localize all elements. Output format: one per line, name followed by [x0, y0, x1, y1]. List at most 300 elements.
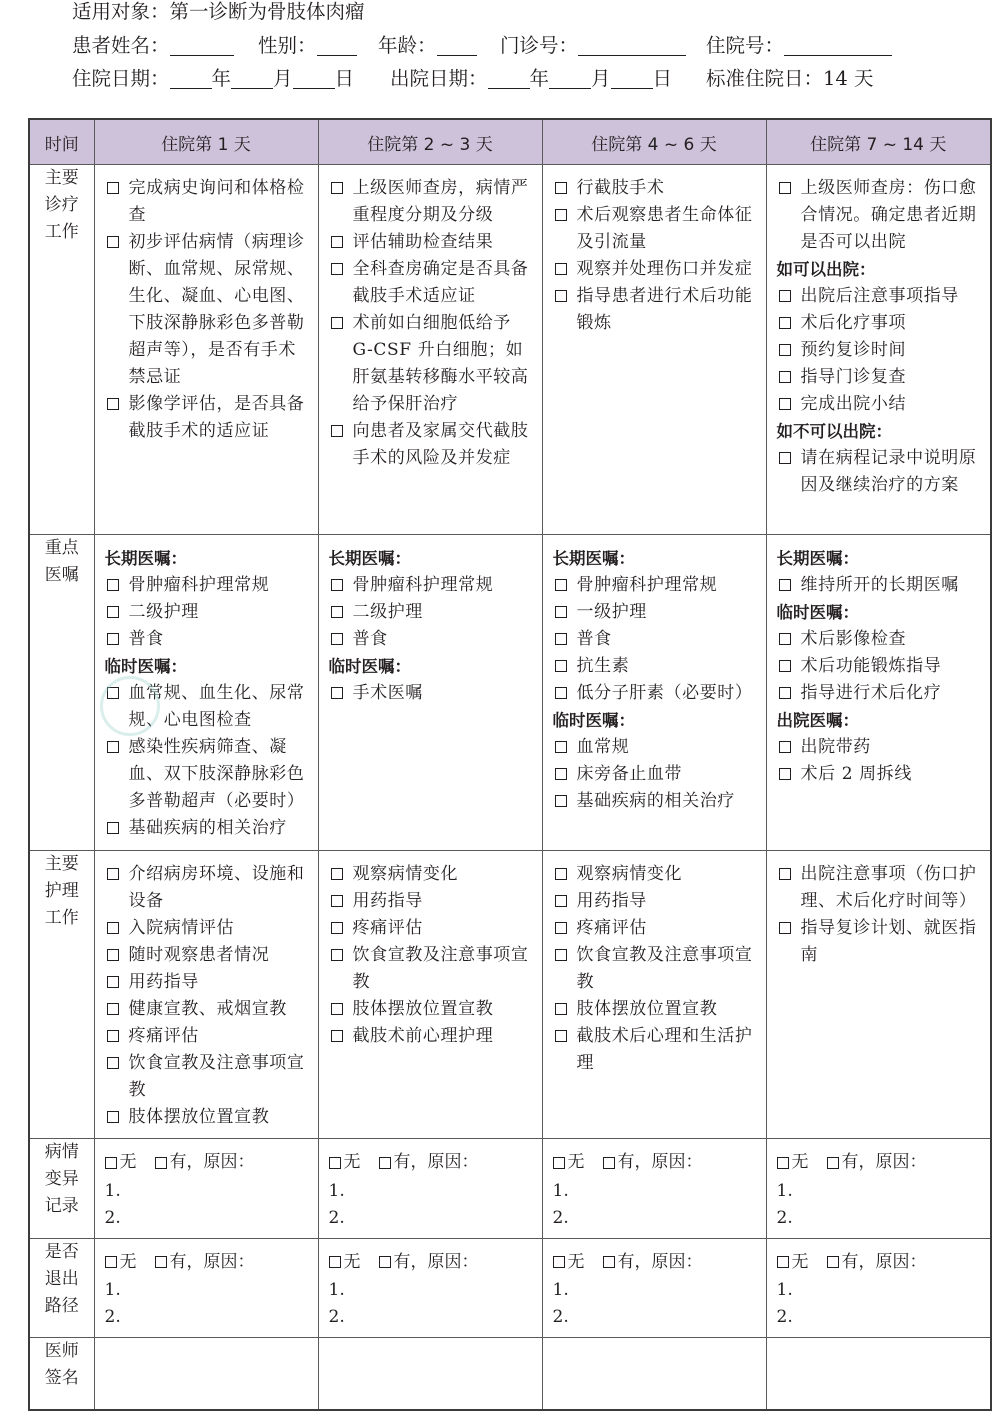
row-label-line: 变异 [44, 1169, 79, 1189]
checklist-item-label: 向患者及家属交代截肢手术的风险及并发症 [352, 421, 529, 468]
row-label-treatment [29, 165, 94, 535]
checkbox-icon[interactable] [555, 209, 567, 221]
checklist-item [777, 626, 983, 653]
signature-day2-3[interactable] [318, 1338, 542, 1410]
checkbox-icon[interactable] [329, 1157, 341, 1169]
checklist-item [777, 364, 983, 391]
row-label-variation [29, 1139, 94, 1239]
checklist-item [329, 861, 534, 888]
checklist-item-label: 疼痛评估 [576, 918, 647, 938]
checklist-item-label: 术后功能锻炼指导 [800, 656, 942, 676]
checkbox-icon[interactable] [779, 579, 791, 591]
cell-orders-day2-3 [318, 535, 542, 851]
checklist-item [553, 283, 758, 337]
reason-line[interactable]: 1. [552, 1280, 569, 1300]
checkbox-icon[interactable] [107, 822, 119, 834]
yes-option[interactable] [379, 1249, 479, 1276]
section-subheading: 长期医嘱： [328, 549, 411, 568]
checklist-item [777, 445, 983, 499]
checklist-item [329, 996, 534, 1023]
checklist-item [553, 680, 758, 707]
variation-options [329, 1249, 534, 1278]
checkbox-icon[interactable] [105, 1256, 117, 1268]
checklist-item-label: 一级护理 [576, 602, 647, 622]
checkbox-icon[interactable] [779, 317, 791, 329]
checklist-item [553, 888, 758, 915]
none-option[interactable] [553, 1149, 585, 1176]
checklist-item-label: 完成病史询问和体格检查 [128, 178, 305, 225]
checklist-item-label: 随时观察患者情况 [128, 945, 270, 965]
checkbox-icon[interactable] [555, 1003, 567, 1015]
section-subheading: 长期医嘱： [552, 549, 635, 568]
checkbox-icon[interactable] [555, 290, 567, 302]
checkbox-icon[interactable] [331, 182, 343, 194]
reason-line[interactable]: 1. [328, 1180, 345, 1201]
discharge-date-field[interactable]: 出院日期： 年 月 日 [390, 67, 673, 90]
cell-treatment-day1 [94, 165, 318, 535]
variation-options [105, 1149, 310, 1178]
checkbox-icon[interactable] [331, 922, 343, 934]
checklist-item [777, 680, 983, 707]
row-label-line: 路径 [44, 1295, 79, 1316]
checkbox-icon[interactable] [331, 1030, 343, 1042]
variation-options [329, 1149, 534, 1178]
checklist-item [777, 391, 983, 418]
checkbox-icon[interactable] [155, 1157, 167, 1169]
checkbox-icon[interactable] [777, 1157, 789, 1169]
checkbox-icon[interactable] [555, 579, 567, 591]
checklist-item [329, 888, 534, 915]
yes-option-label: 有，原因： [393, 1152, 479, 1172]
reason-line[interactable]: 2. [776, 1307, 793, 1327]
reason-line[interactable]: 2. [328, 1307, 345, 1327]
checklist-item [105, 915, 310, 942]
checklist-item [329, 599, 534, 626]
checkbox-icon[interactable] [555, 606, 567, 618]
checkbox-icon[interactable] [107, 687, 119, 699]
checklist-item [105, 572, 310, 599]
none-option-label: 无 [567, 1152, 585, 1172]
checkbox-icon[interactable] [107, 949, 119, 961]
row-label-line: 诊疗 [44, 195, 79, 215]
checklist-item-label: 出院带药 [800, 737, 871, 757]
checklist-item-label: 用药指导 [128, 972, 199, 992]
checkbox-icon[interactable] [107, 922, 119, 934]
checklist-item-label: 饮食宣教及注意事项宣教 [128, 1053, 305, 1100]
checkbox-icon[interactable] [779, 868, 791, 880]
yes-option-label: 有，原因： [169, 1251, 255, 1272]
checkbox-icon[interactable] [331, 1003, 343, 1015]
checklist-item-label: 疼痛评估 [352, 918, 423, 938]
checkbox-icon[interactable] [107, 868, 119, 880]
checkbox-icon[interactable] [107, 579, 119, 591]
yes-option[interactable] [155, 1249, 255, 1276]
checkbox-icon[interactable] [331, 687, 343, 699]
cell-variation-day7-14[interactable] [766, 1139, 991, 1239]
checklist-item [553, 175, 758, 202]
checklist-item [105, 815, 310, 842]
reason-line[interactable]: 2. [552, 1207, 569, 1228]
checkbox-icon[interactable] [603, 1157, 615, 1169]
row-label-line: 主要 [44, 854, 79, 874]
table-header-row [29, 119, 991, 165]
checklist-item [553, 202, 758, 256]
checkbox-icon[interactable] [107, 1111, 119, 1123]
checklist-item-label: 基础疾病的相关治疗 [128, 818, 287, 838]
none-option[interactable] [553, 1249, 585, 1276]
age-field[interactable]: 年龄： [378, 29, 477, 63]
reason-line[interactable]: 1. [552, 1180, 569, 1201]
checklist-item [777, 283, 983, 310]
header-day-7-14: 住院第 7 ~ 14 天 [766, 119, 991, 165]
section-subheading: 临时医嘱： [776, 603, 859, 622]
checklist-item [553, 572, 758, 599]
checklist-item [553, 256, 758, 283]
checklist-item [105, 599, 310, 626]
signature-day1[interactable] [94, 1338, 318, 1410]
cell-nursing-day1 [94, 851, 318, 1139]
checklist-item [105, 996, 310, 1023]
section-subheading: 长期医嘱： [104, 549, 187, 568]
checklist-item-label: 二级护理 [128, 602, 199, 622]
variation-options [553, 1149, 758, 1178]
row-label-line: 重点 [44, 538, 79, 558]
checkbox-icon[interactable] [155, 1256, 167, 1268]
checkbox-icon[interactable] [107, 236, 119, 248]
checkbox-icon[interactable] [779, 768, 791, 780]
row-label-line: 签名 [44, 1368, 79, 1388]
checkbox-icon[interactable] [779, 687, 791, 699]
checklist-item-label: 指导门诊复查 [800, 367, 907, 387]
reason-line[interactable]: 1. [104, 1180, 121, 1201]
checkbox-icon[interactable] [555, 263, 567, 275]
checklist-item [553, 942, 758, 996]
checkbox-icon[interactable] [107, 1003, 119, 1015]
checkbox-icon[interactable] [555, 687, 567, 699]
checkbox-icon[interactable] [779, 660, 791, 672]
checklist-item [105, 861, 310, 915]
checklist-item-label: 术后观察患者生命体征及引流量 [576, 205, 753, 252]
checkbox-icon[interactable] [603, 1256, 615, 1268]
checklist-item-label: 术后 2 周拆线 [800, 764, 912, 784]
cell-nursing-day7-14 [766, 851, 991, 1139]
section-subheading: 如可以出院： [776, 260, 876, 279]
checklist-item [105, 175, 310, 229]
signature-day4-6[interactable] [542, 1338, 766, 1410]
none-option-label: 无 [119, 1251, 137, 1272]
yes-option-label: 有，原因： [841, 1152, 927, 1172]
cell-exit-day2-3[interactable] [318, 1238, 542, 1338]
none-option[interactable] [105, 1149, 137, 1176]
checklist-item-label: 骨肿瘤科护理常规 [576, 575, 718, 595]
checkbox-icon[interactable] [779, 452, 791, 464]
checkbox-icon[interactable] [553, 1157, 565, 1169]
checklist-item [553, 653, 758, 680]
checkbox-icon[interactable] [107, 976, 119, 988]
checklist-item-label: 截肢术后心理和生活护理 [576, 1026, 753, 1073]
checklist-item-label: 初步评估病情（病理诊断、血常规、尿常规、生化、凝血、心电图、下肢深静脉彩色多普勒超声等），是否有手术禁忌证 [128, 232, 305, 387]
checkbox-icon[interactable] [779, 633, 791, 645]
checkbox-icon[interactable] [555, 1030, 567, 1042]
checklist-item-label: 观察病情变化 [576, 864, 683, 884]
checkbox-icon[interactable] [331, 868, 343, 880]
checkbox-icon[interactable] [555, 922, 567, 934]
signature-day7-14[interactable] [766, 1338, 991, 1410]
none-option[interactable] [105, 1249, 137, 1276]
checkbox-icon[interactable] [331, 606, 343, 618]
checkbox-icon[interactable] [555, 895, 567, 907]
checkbox-icon[interactable] [107, 398, 119, 410]
checklist-item [777, 861, 983, 915]
row-label-orders [29, 535, 94, 851]
row-variation [29, 1139, 991, 1239]
checklist-item [553, 915, 758, 942]
reason-line[interactable]: 2. [104, 1307, 121, 1327]
checkbox-icon[interactable] [555, 795, 567, 807]
sex-field[interactable]: 性别： [258, 29, 357, 63]
checklist-item-label: 普食 [576, 629, 612, 649]
checklist-item-label: 饮食宣教及注意事项宣教 [352, 945, 529, 992]
none-option[interactable] [777, 1249, 809, 1276]
checklist-item-label: 抗生素 [576, 656, 630, 676]
applicable-object: 适用对象：第一诊断为骨肢体肉瘤 [72, 0, 365, 23]
checkbox-icon[interactable] [331, 949, 343, 961]
checklist-item-label: 出院后注意事项指导 [800, 286, 959, 306]
row-label-line: 护理 [44, 881, 79, 901]
checklist-item-label: 普食 [352, 629, 388, 649]
yes-option-label: 有，原因： [617, 1251, 703, 1272]
patient-info-line [72, 29, 992, 63]
checklist-item [777, 761, 983, 788]
reason-line[interactable]: 2. [552, 1307, 569, 1327]
checklist-item [553, 996, 758, 1023]
reason-line[interactable]: 2. [328, 1207, 345, 1228]
yes-option[interactable] [603, 1249, 703, 1276]
checkbox-icon[interactable] [827, 1157, 839, 1169]
checkbox-icon[interactable] [331, 895, 343, 907]
cell-exit-day1[interactable] [94, 1238, 318, 1338]
cell-treatment-day7-14 [766, 165, 991, 535]
checkbox-icon[interactable] [779, 182, 791, 194]
cell-variation-day2-3[interactable] [318, 1139, 542, 1239]
checklist-item [777, 175, 983, 256]
cell-exit-day7-14[interactable] [766, 1238, 991, 1338]
checkbox-icon[interactable] [555, 949, 567, 961]
none-option-label: 无 [119, 1152, 137, 1172]
row-label-signature [29, 1338, 94, 1410]
checklist-item-label: 骨肿瘤科护理常规 [352, 575, 494, 595]
cell-orders-day7-14 [766, 535, 991, 851]
checkbox-icon[interactable] [779, 371, 791, 383]
checklist-item [777, 915, 983, 969]
row-label-nursing [29, 851, 94, 1139]
checklist-item [105, 734, 310, 815]
checklist-item-label: 影像学评估，是否具备截肢手术的适应证 [128, 394, 305, 441]
checklist-item-label: 床旁备止血带 [576, 764, 683, 784]
cell-treatment-day4-6 [542, 165, 766, 535]
checkbox-icon[interactable] [107, 606, 119, 618]
none-option-label: 无 [567, 1251, 585, 1272]
variation-options [777, 1149, 983, 1178]
checklist-item [329, 175, 534, 229]
yes-option[interactable] [827, 1149, 927, 1176]
outpatient-number-field[interactable]: 门诊号： [500, 29, 686, 63]
checkbox-icon[interactable] [331, 236, 343, 248]
checklist-item-label: 介绍病房环境、设施和设备 [128, 864, 305, 911]
reason-line[interactable]: 2. [776, 1207, 793, 1228]
checklist-item [105, 391, 310, 445]
yes-option[interactable] [155, 1149, 255, 1176]
checkbox-icon[interactable] [331, 579, 343, 591]
checklist-item [329, 572, 534, 599]
reason-line[interactable]: 1. [104, 1280, 121, 1300]
cell-variation-day1[interactable] [94, 1139, 318, 1239]
checkbox-icon[interactable] [555, 868, 567, 880]
row-signature [29, 1338, 991, 1410]
row-label-line: 病情 [44, 1142, 79, 1162]
checklist-item-label: 饮食宣教及注意事项宣教 [576, 945, 753, 992]
checklist-item [329, 626, 534, 653]
yes-option-label: 有，原因： [841, 1251, 927, 1272]
checklist-item-label: 术后化疗事项 [800, 313, 907, 333]
checklist-item-label: 完成出院小结 [800, 394, 907, 414]
checkbox-icon[interactable] [555, 182, 567, 194]
reason-line[interactable]: 1. [328, 1280, 345, 1300]
checkbox-icon[interactable] [331, 317, 343, 329]
admission-date-field[interactable]: 住院日期： 年 月 日 [72, 67, 355, 90]
checkbox-icon[interactable] [329, 1256, 341, 1268]
checkbox-icon[interactable] [331, 633, 343, 645]
checkbox-icon[interactable] [555, 741, 567, 753]
checkbox-icon[interactable] [107, 182, 119, 194]
none-option-label: 无 [791, 1251, 809, 1272]
checklist-item-label: 请在病程记录中说明原因及继续治疗的方案 [800, 448, 977, 495]
checklist-item [329, 310, 534, 418]
section-subheading: 长期医嘱： [776, 549, 859, 568]
checklist-item-label: 观察并处理伤口并发症 [576, 259, 753, 279]
checkbox-icon[interactable] [555, 768, 567, 780]
row-exit-path [29, 1238, 991, 1338]
checklist-item-label: 评估辅助检查结果 [352, 232, 494, 252]
checklist-item-label: 手术医嘱 [352, 683, 423, 703]
checkbox-icon[interactable] [827, 1256, 839, 1268]
cell-orders-day1 [94, 535, 318, 851]
checklist-item [105, 680, 310, 734]
reason-line[interactable]: 2. [104, 1207, 121, 1228]
checkbox-icon[interactable] [107, 633, 119, 645]
yes-option[interactable] [603, 1149, 703, 1176]
none-option[interactable] [329, 1249, 361, 1276]
cell-orders-day4-6 [542, 535, 766, 851]
checkbox-icon[interactable] [105, 1157, 117, 1169]
checklist-item [105, 1023, 310, 1050]
checklist-item [777, 337, 983, 364]
checkbox-icon[interactable] [553, 1256, 565, 1268]
checklist-item-label: 低分子肝素（必要时） [576, 683, 753, 703]
none-option-label: 无 [343, 1152, 361, 1172]
none-option-label: 无 [343, 1251, 361, 1272]
none-option[interactable] [329, 1149, 361, 1176]
checkbox-icon[interactable] [777, 1256, 789, 1268]
section-subheading: 临时医嘱： [552, 711, 635, 730]
checklist-item [777, 572, 983, 599]
checklist-item [105, 1104, 310, 1131]
checklist-item-label: 血常规、血生化、尿常规、心电图检查 [128, 683, 305, 730]
yes-option[interactable] [379, 1149, 479, 1176]
checkbox-icon[interactable] [107, 741, 119, 753]
checkbox-icon[interactable] [779, 922, 791, 934]
row-label-line: 工作 [44, 908, 79, 928]
checklist-item [105, 942, 310, 969]
checklist-item [105, 229, 310, 391]
checklist-item [777, 310, 983, 337]
none-option[interactable] [777, 1149, 809, 1176]
checklist-item [329, 418, 534, 472]
checklist-item [329, 1023, 534, 1050]
checkbox-icon[interactable] [107, 1057, 119, 1069]
checkbox-icon[interactable] [379, 1157, 391, 1169]
reason-line[interactable]: 1. [776, 1180, 793, 1201]
section-subheading: 临时医嘱： [328, 657, 411, 676]
checkbox-icon[interactable] [379, 1256, 391, 1268]
dates-line [72, 62, 992, 96]
checklist-item [329, 256, 534, 310]
checklist-item-label: 感染性疾病筛查、凝血、双下肢深静脉彩色多普勒超声（必要时） [128, 737, 305, 811]
checklist-item-label: 观察病情变化 [352, 864, 459, 884]
checklist-item-label: 指导进行术后化疗 [800, 683, 942, 703]
checklist-item-label: 指导复诊计划、就医指南 [800, 918, 977, 965]
yes-option-label: 有，原因： [393, 1251, 479, 1272]
checklist-item-label: 上级医师查房，病情严重程度分期及分级 [352, 178, 529, 225]
checkbox-icon[interactable] [779, 290, 791, 302]
row-orders [29, 535, 991, 851]
variation-options [777, 1249, 983, 1278]
cell-variation-day4-6[interactable] [542, 1139, 766, 1239]
cell-nursing-day2-3 [318, 851, 542, 1139]
checkbox-icon[interactable] [779, 741, 791, 753]
checklist-item [329, 942, 534, 996]
header-day-1: 住院第 1 天 [94, 119, 318, 165]
checklist-item [329, 915, 534, 942]
checkbox-icon[interactable] [555, 633, 567, 645]
checklist-item-label: 出院注意事项（伤口护理、术后化疗时间等） [800, 864, 977, 911]
cell-exit-day4-6[interactable] [542, 1238, 766, 1338]
checklist-item-label: 用药指导 [352, 891, 423, 911]
checklist-item-label: 维持所开的长期医嘱 [800, 575, 959, 595]
checklist-item-label: 用药指导 [576, 891, 647, 911]
reason-line[interactable]: 1. [776, 1280, 793, 1300]
checkbox-icon[interactable] [331, 263, 343, 275]
checklist-item [553, 1023, 758, 1077]
checkbox-icon[interactable] [779, 398, 791, 410]
checklist-item [777, 653, 983, 680]
patient-name-field[interactable]: 患者姓名： [72, 29, 234, 63]
inpatient-number-field[interactable]: 住院号： [706, 29, 892, 63]
row-nursing [29, 851, 991, 1139]
checkbox-icon[interactable] [107, 1030, 119, 1042]
checkbox-icon[interactable] [555, 660, 567, 672]
yes-option[interactable] [827, 1249, 927, 1276]
row-label-exit [29, 1238, 94, 1338]
checkbox-icon[interactable] [331, 425, 343, 437]
checklist-item-label: 健康宣教、戒烟宣教 [128, 999, 287, 1019]
checklist-item [777, 734, 983, 761]
row-label-line: 医师 [44, 1341, 79, 1361]
row-label-line: 医嘱 [44, 565, 79, 585]
checkbox-icon[interactable] [779, 344, 791, 356]
row-label-line: 记录 [44, 1196, 79, 1216]
cell-treatment-day2-3 [318, 165, 542, 535]
